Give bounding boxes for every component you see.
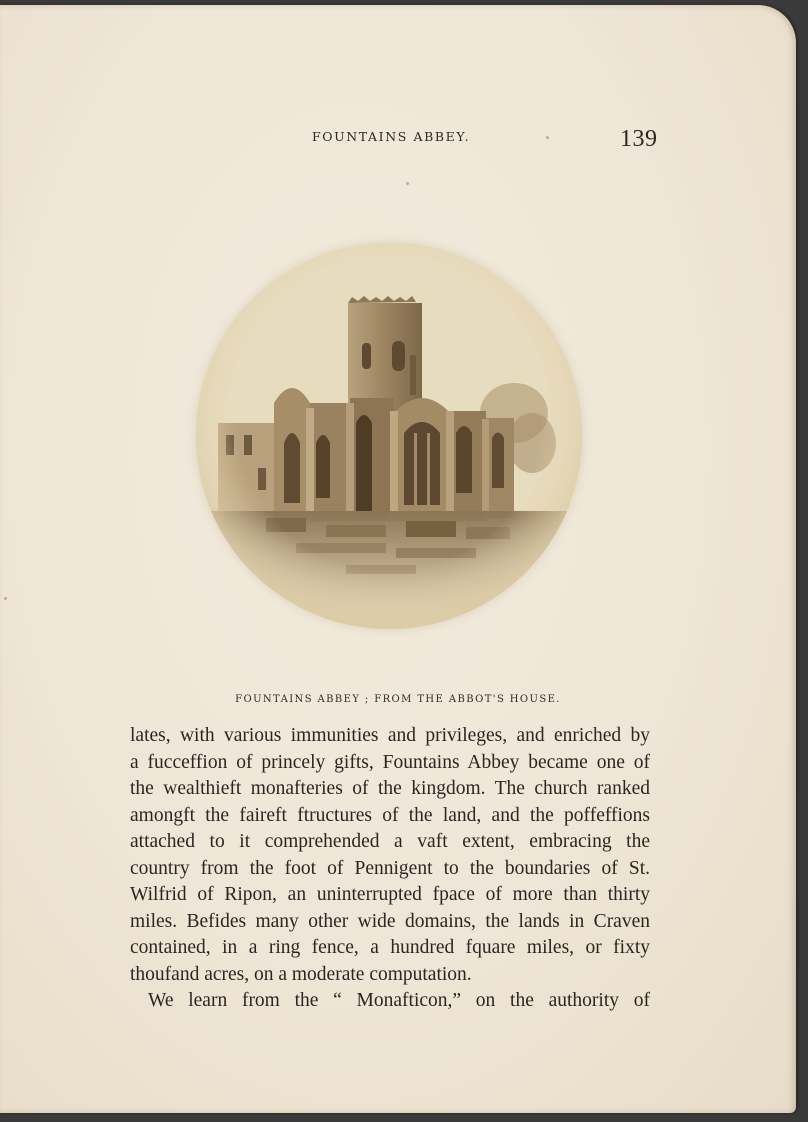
- body-line: country from the foot of Pennigent to the boundaries of St.: [130, 857, 650, 879]
- body-line: lates, with various immunities and privileges, and enriched by: [130, 725, 650, 746]
- abbey-ruins-illustration: [196, 243, 582, 629]
- abbey-photograph: [196, 243, 582, 629]
- plate-caption: FOUNTAINS ABBEY ; FROM THE ABBOT'S HOUSE.: [235, 694, 561, 705]
- body-line: the wealthieft monafteries of the kingdom. The church ranked: [130, 778, 650, 799]
- paper-speck: [406, 182, 409, 185]
- body-line: We learn from the “ Monafticon,” on the authority of: [148, 990, 650, 1011]
- body-line: Wilfrid of Ripon, an uninterrupted fpace of more than thirty: [130, 884, 650, 905]
- body-line: a fucceffion of princely gifts, Fountains Abbey became one of: [130, 751, 650, 773]
- body-line: miles. Befides many other wide domains, the lands in Craven: [130, 910, 650, 932]
- body-line: amongft the faireft ftructures of the land, and the poffeffions: [130, 804, 650, 826]
- paper-speck: [546, 136, 549, 139]
- running-head-title: FOUNTAINS ABBEY.: [312, 129, 471, 144]
- book-page: [0, 5, 796, 1113]
- body-line: attached to it comprehended a vaft extent, embracing the: [130, 831, 650, 852]
- paper-speck: [4, 597, 7, 600]
- page-number: 139: [620, 126, 658, 152]
- body-line: contained, in a ring fence, a hundred fquare miles, or fixty: [130, 937, 650, 958]
- body-text: [130, 723, 650, 1015]
- body-line: thoufand acres, on a moderate computation.: [130, 963, 472, 985]
